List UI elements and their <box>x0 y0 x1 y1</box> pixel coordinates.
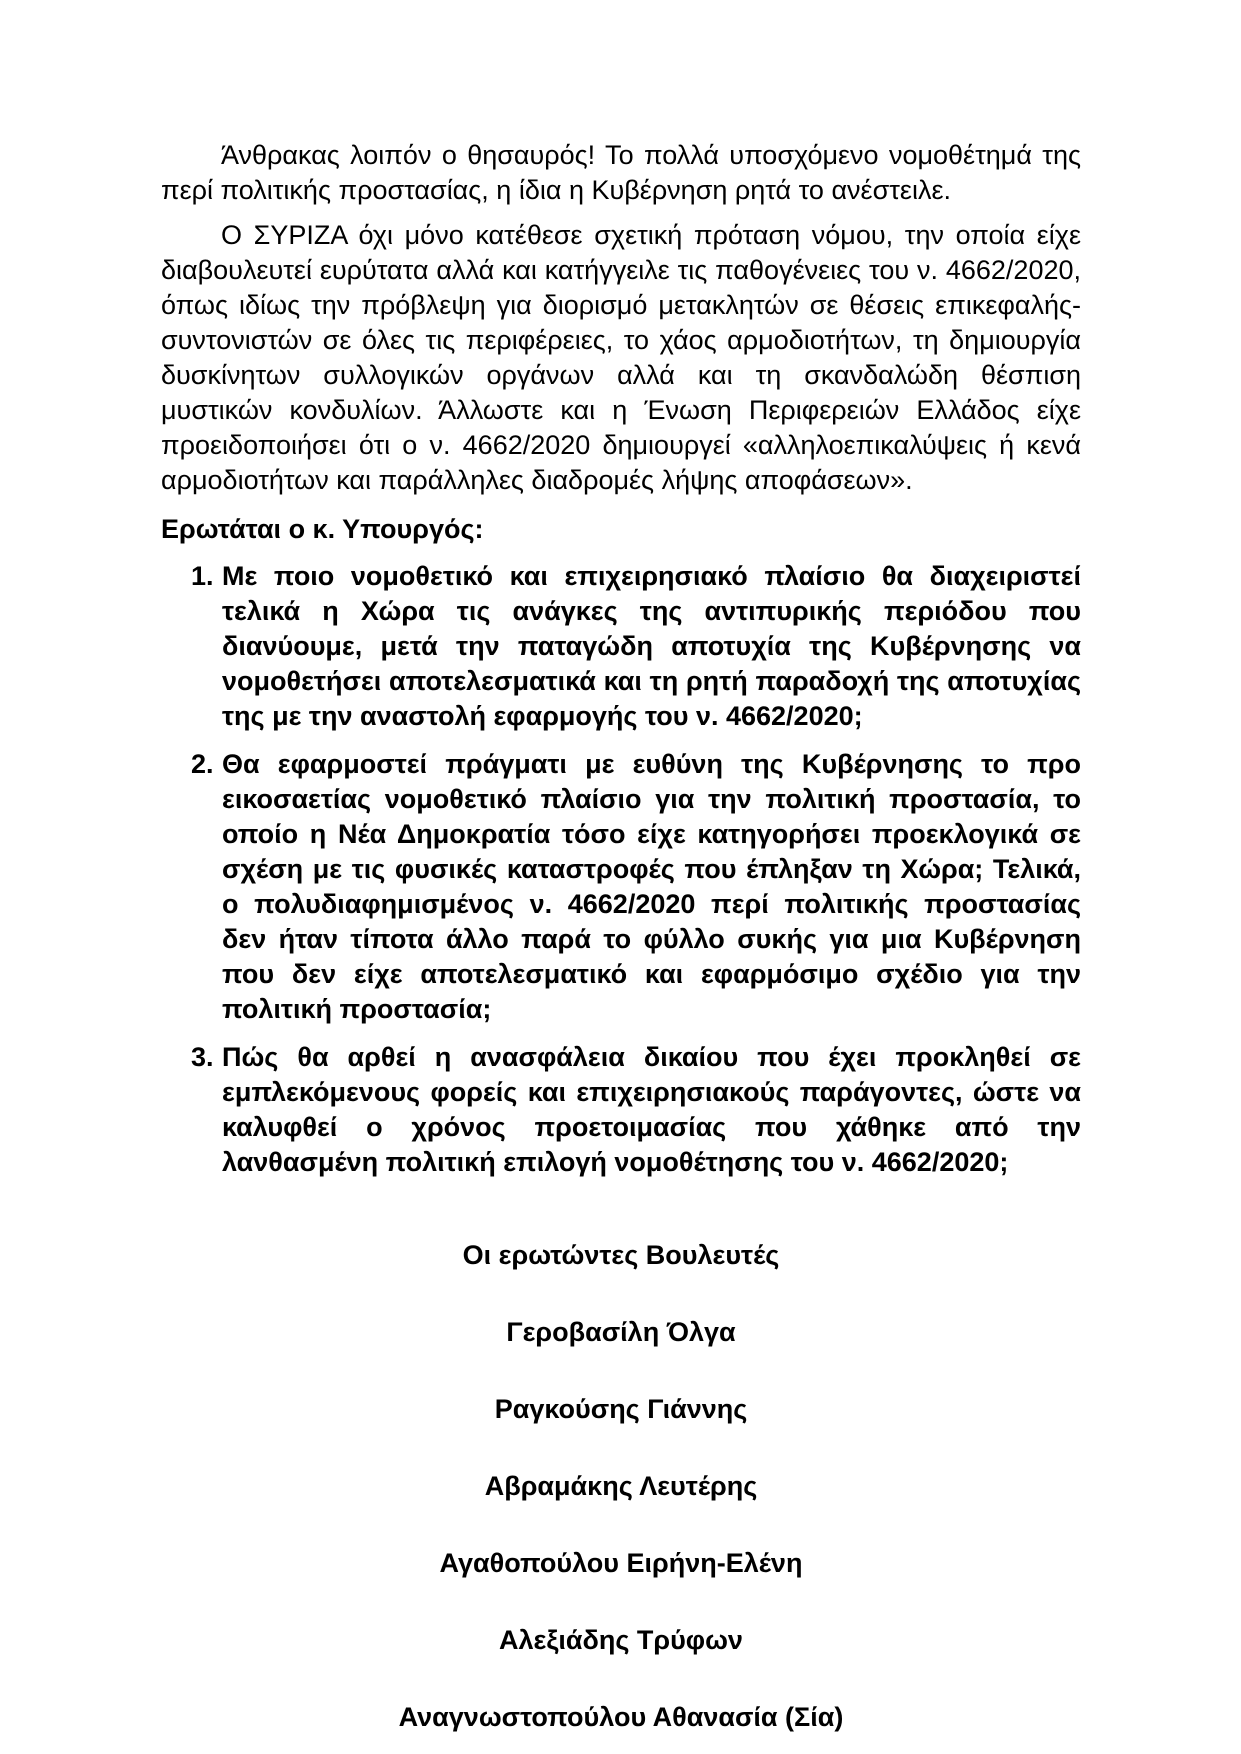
intro-paragraph: Άνθρακας λοιπόν ο θησαυρός! Το πολλά υποσχόμενο νομοθέτημά της περί πολιτικής προστασίας, η ίδια η Κυβέρνηση ρητά το ανέστειλε. <box>161 140 1081 205</box>
question-number-1: 1. <box>191 561 214 591</box>
question-number-2: 2. <box>191 749 214 779</box>
question-text-1: Με ποιο νομοθετικό και επιχειρησιακό πλαίσιο θα διαχειριστεί τελικά η Χώρα τις ανάγκες της αντιπυρικής περιόδου που διανύουμε, μετά την παταγώδη αποτυχία της Κυβέρνησης να νομοθετήσει αποτελεσματικά και τη ρητή παραδοχή της αποτυχίας της με την αναστολή εφαρμογής του ν. 4662/2020; <box>222 561 1081 731</box>
signatory-name: Αγαθοπούλου Ειρήνη-Ελένη <box>439 1548 803 1578</box>
question-text-2: Θα εφαρμοστεί πράγματι με ευθύνη της Κυβέρνησης το προ εικοσαετίας νομοθετικό πλαίσιο για την πολιτική προστασία, το οποίο η Νέα Δημοκρατία τόσο είχε κατηγορήσει προεκλογικά σε σχέση με τις φυσικές καταστροφές που έπληξαν τη Χώρα; Τελικά, ο πολυδιαφημισμένος ν. 4662/2020 περί πολιτικής προστασίας δεν ήταν τίποτα άλλο παρά το φύλλο συκής για μια Κυβέρνηση που δεν είχε αποτελεσματικό και εφαρμόσιμο σχέδιο για την πολιτική προστασία; <box>222 749 1081 1024</box>
question-item-2 <box>161 747 1081 1027</box>
question-item-3 <box>161 1040 1081 1180</box>
syriza-paragraph: Ο ΣΥΡΙΖΑ όχι μόνο κατέθεσε σχετική πρόταση νόμου, την οποία είχε διαβουλευτεί ευρύτατα αλλά και κατήγγειλε τις παθογένειες του ν. 4662/2020, όπως ιδίως την πρόβλεψη για διορισμό μετακλητών σε θέσεις επικεφαλής-συντονιστών σε όλες τις περιφέρειες, το χάος αρμοδιοτήτων, τη δημιουργία δυσκίνητων συλλογικών οργάνων αλλά και τη σκανδαλώδη θέσπιση μυστικών κονδυλίων. Άλλωστε και η Ένωση Περιφερειών Ελλάδος είχε προειδοποιήσει ότι ο ν. 4662/2020 δημιουργεί «αλληλοεπικαλύψεις ή κενά αρμοδιοτήτων και παράλληλες διαδρομές λήψης αποφάσεων». <box>161 220 1081 495</box>
question-text-3: Πώς θα αρθεί η ανασφάλεια δικαίου που έχει προκληθεί σε εμπλεκόμενους φορείς και επιχειρησιακούς παράγοντες, ώστε να καλυφθεί ο χρόνος προετοιμασίας που χάθηκε από την λανθασμένη πολιτική επιλογή νομοθέτησης του ν. 4662/2020; <box>222 1042 1081 1177</box>
signatories-list <box>161 1315 1081 1735</box>
question-item-1 <box>161 559 1081 734</box>
signatory-name: Αλεξιάδης Τρύφων <box>499 1625 743 1655</box>
question-number-3: 3. <box>191 1042 214 1072</box>
signatory-name: Αβραμάκης Λευτέρης <box>484 1471 758 1501</box>
signatory-name: Γεροβασίλη Όλγα <box>506 1317 736 1347</box>
signatory-name: Αναγνωστοπούλου Αθανασία (Σία) <box>398 1702 844 1732</box>
questions-list <box>161 559 1081 1180</box>
question-heading: Ερωτάται ο κ. Υπουργός: <box>161 514 484 544</box>
signatories-heading: Οι ερωτώντες Βουλευτές <box>462 1240 780 1270</box>
signatory-name: Ραγκούσης Γιάννης <box>494 1394 748 1424</box>
